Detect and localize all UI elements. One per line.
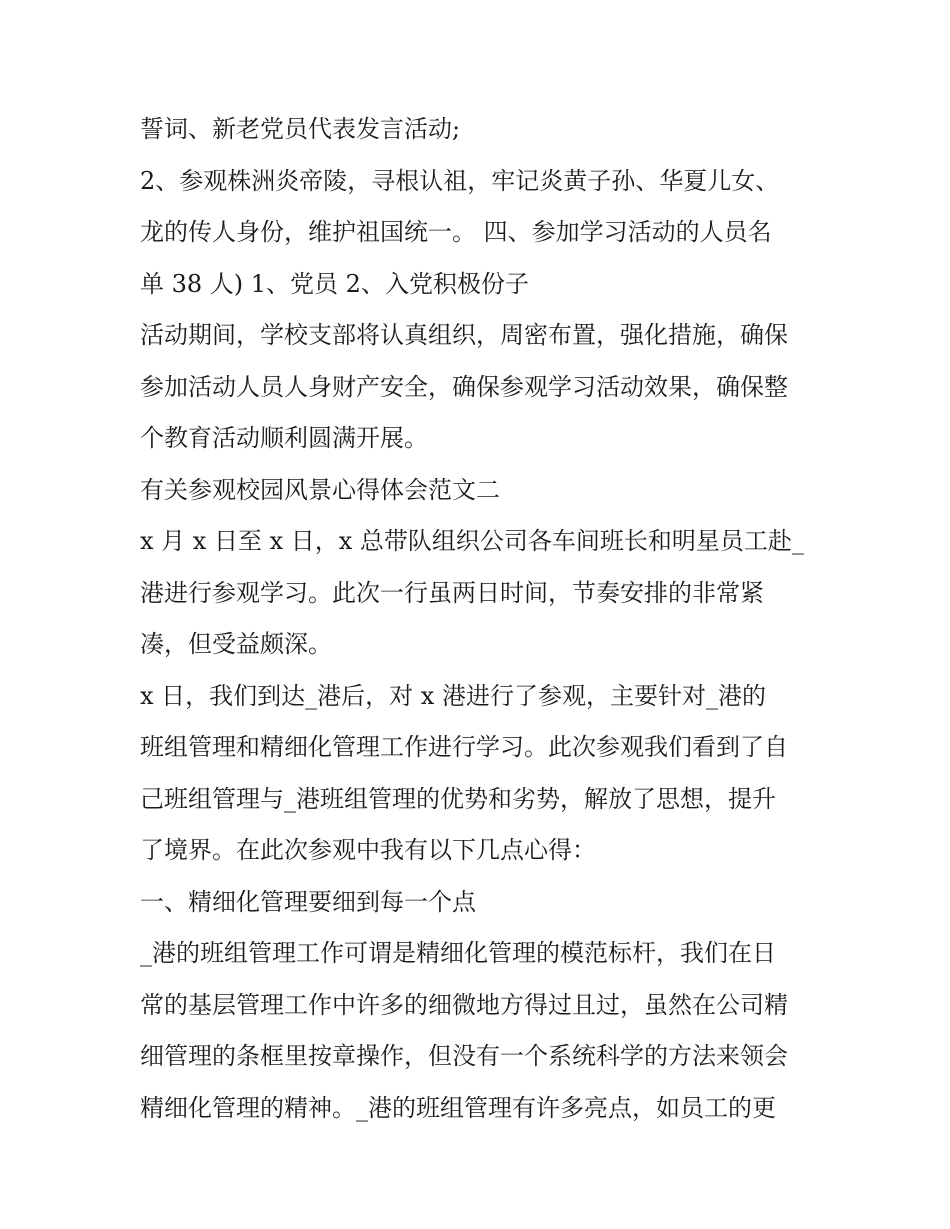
text-line: x 月 x 日至 x 日，x 总带队组织公司各车间班长和明星员工赴_ <box>140 527 804 555</box>
text-line: x 日，我们到达_港后，对 x 港进行了参观，主要针对_港的 <box>140 681 766 710</box>
text-line: 2、参观株洲炎帝陵，寻根认祖，牢记炎黄子孙、华夏儿女、 <box>140 166 780 195</box>
section-heading: 有关参观校园风景心得体会范文二 <box>140 475 500 504</box>
text-line: 凑，但受益颇深。 <box>140 630 332 658</box>
subsection-heading: 一、精细化管理要细到每一个点 <box>140 887 476 916</box>
text-line: 龙的传人身份，维护祖国统一。 四、参加学习活动的人员名 <box>140 218 772 246</box>
text-line: 参加活动人员人身财产安全，确保参观学习活动效果，确保整 <box>140 372 788 401</box>
text-line: 誓词、新老党员代表发言活动; <box>140 115 461 143</box>
text-line: 精细化管理的精神。_港的班组管理有许多亮点，如员工的更 <box>140 1093 776 1122</box>
text-line: 活动期间，学校支部将认真组织，周密布置，强化措施，确保 <box>140 321 788 349</box>
text-line: 细管理的条框里按章操作，但没有一个系统科学的方法来领会 <box>140 1042 788 1070</box>
text-line: 个教育活动顺利圆满开展。 <box>140 424 428 452</box>
text-line: 常的基层管理工作中许多的细微地方得过且过，虽然在公司精 <box>140 990 788 1019</box>
document-body <box>140 104 820 1134</box>
text-line: 港进行参观学习。此次一行虽两日时间，节奏安排的非常紧 <box>140 578 764 607</box>
text-line: 了境界。在此次参观中我有以下几点心得： <box>140 836 596 864</box>
text-line: 单 38 人) 1、党员 2、入党积极份子 <box>140 269 529 298</box>
text-line: 班组管理和精细化管理工作进行学习。此次参观我们看到了自 <box>140 733 788 761</box>
text-line: _港的班组管理工作可谓是精细化管理的模范标杆，我们在日 <box>140 939 776 967</box>
text-line: 己班组管理与_港班组管理的优势和劣势，解放了思想，提升 <box>140 784 776 813</box>
